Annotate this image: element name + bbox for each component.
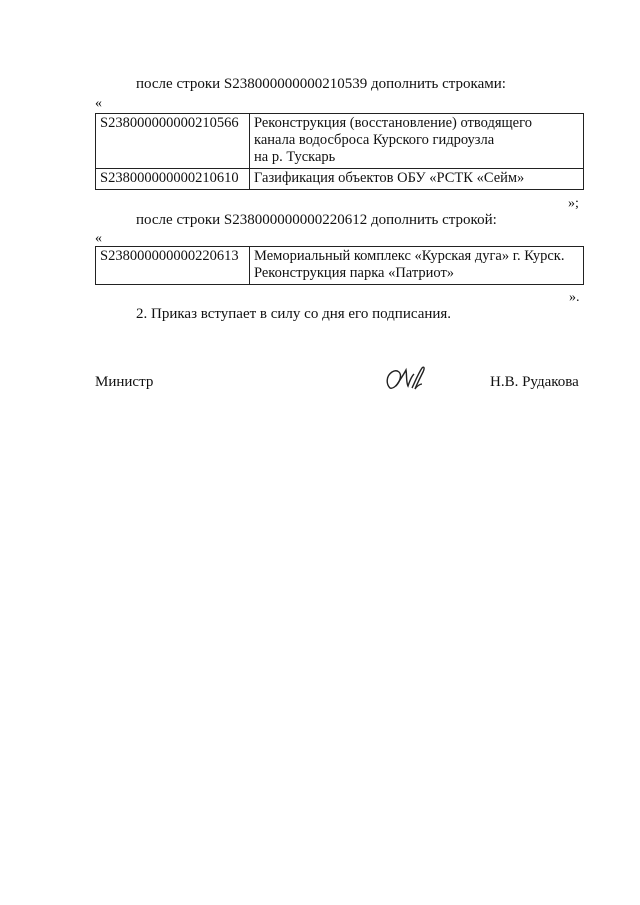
section1-table bbox=[95, 113, 584, 190]
row-line: канала водосброса Курского гидроузла bbox=[254, 132, 495, 148]
row-line: Газификация объектов ОБУ «РСТК «Сейм» bbox=[254, 170, 525, 186]
row-line: Реконструкция (восстановление) отводящего bbox=[254, 115, 532, 131]
row-description bbox=[250, 169, 584, 190]
row-code: S238000000000210610 bbox=[96, 169, 250, 190]
section2-intro: после строки S238000000000220612 дополнить строкой: bbox=[136, 212, 497, 228]
table-row bbox=[96, 247, 584, 285]
clause-2: 2. Приказ вступает в силу со дня его подписания. bbox=[136, 306, 452, 322]
table-row bbox=[96, 114, 584, 169]
section1-intro: после строки S238000000000210539 дополнить строками: bbox=[136, 76, 506, 92]
section2-table bbox=[95, 246, 584, 285]
signatory-name: Н.В. Рудакова bbox=[490, 374, 579, 390]
row-line: Реконструкция парка «Патриот» bbox=[254, 265, 455, 281]
section1-open-quote: « bbox=[95, 96, 102, 111]
row-line: Мемориальный комплекс «Курская дуга» г. Курск. bbox=[254, 248, 565, 264]
table-row bbox=[96, 169, 584, 190]
handwritten-signature bbox=[382, 362, 432, 394]
section2-close-quote: ». bbox=[569, 290, 580, 305]
row-description bbox=[250, 247, 584, 285]
row-code: S238000000000210566 bbox=[96, 114, 250, 169]
signatory-position: Министр bbox=[95, 374, 154, 390]
row-code: S238000000000220613 bbox=[96, 247, 250, 285]
section1-close-quote: »; bbox=[568, 196, 579, 211]
section2-open-quote: « bbox=[95, 231, 102, 246]
row-line: на р. Тускарь bbox=[254, 149, 336, 165]
row-description bbox=[250, 114, 584, 169]
